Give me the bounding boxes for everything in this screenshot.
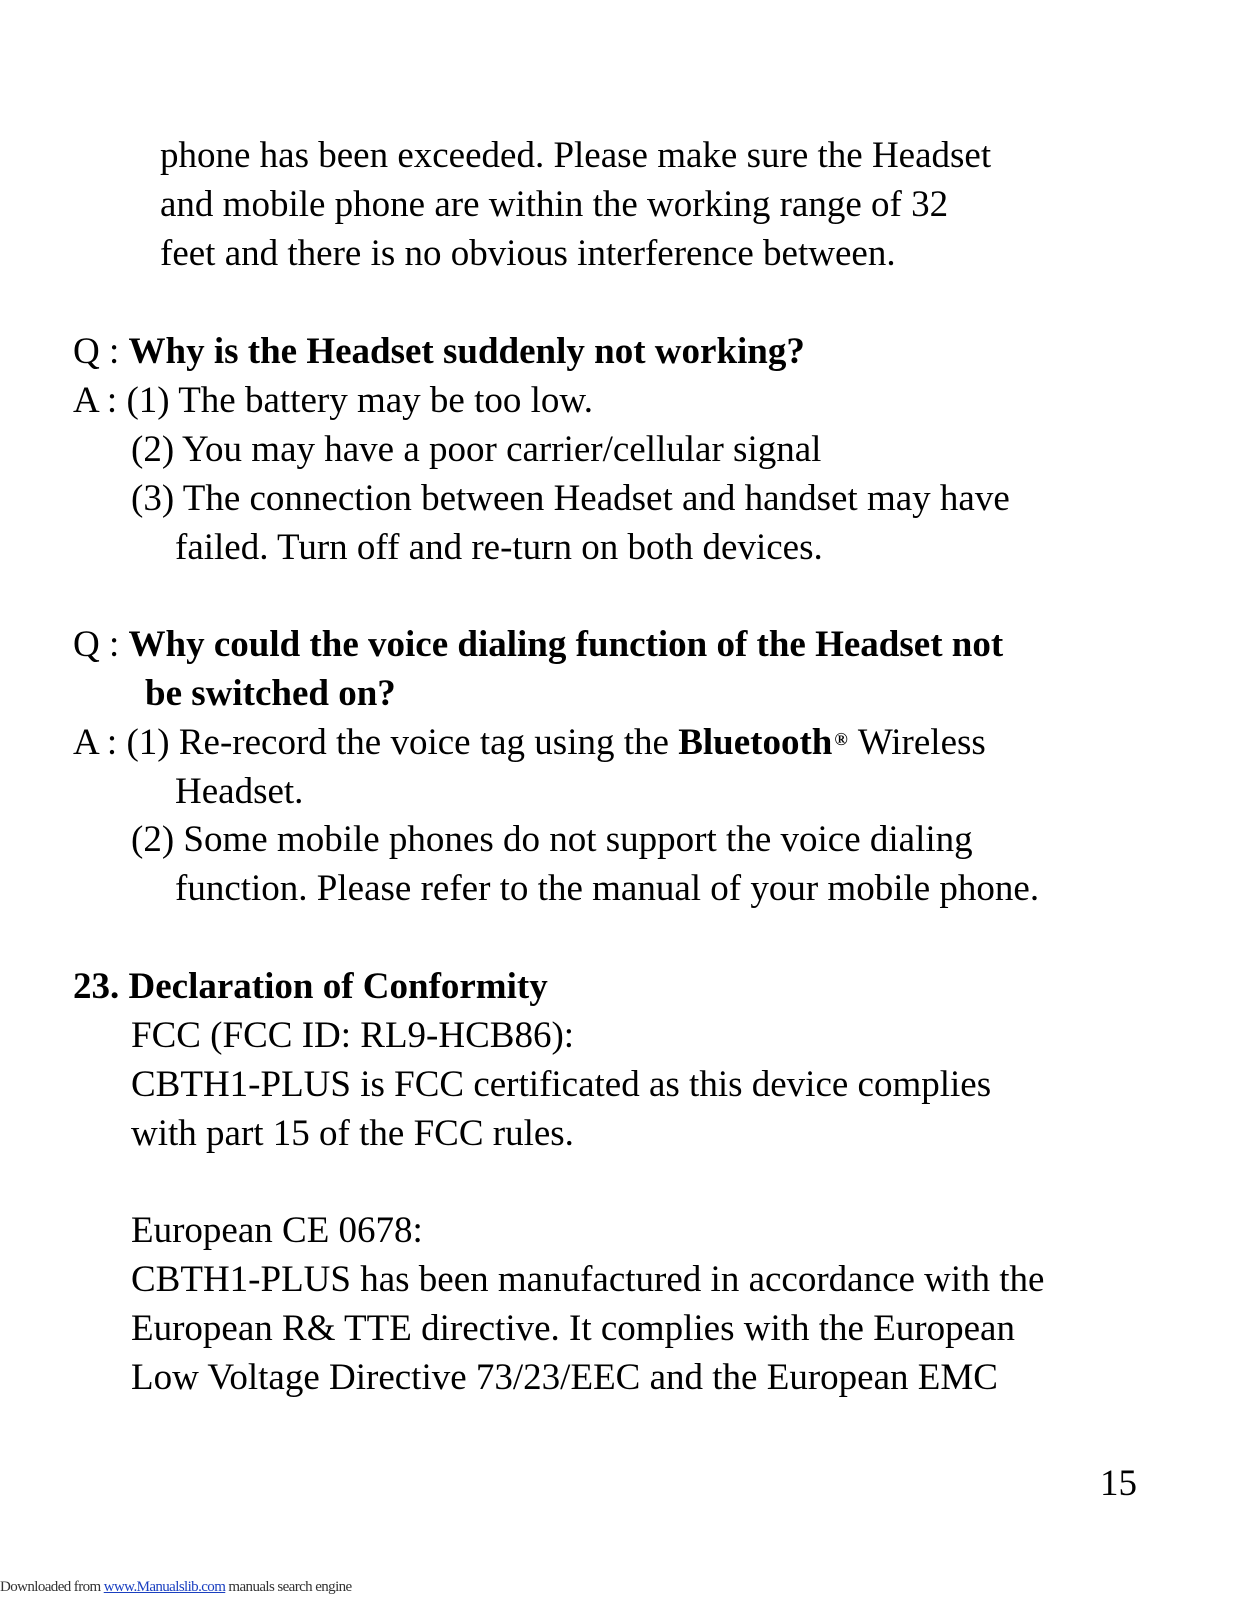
- faq1-question: Why is the Headset suddenly not working?: [128, 331, 805, 372]
- faq1-answer-3: (3) The connection between Headset and handset may have: [131, 478, 1010, 519]
- ce-heading-line: European CE 0678:: [131, 1210, 423, 1251]
- registered-mark: ®: [834, 729, 848, 749]
- faq1-q-prefix: Q :: [73, 331, 129, 372]
- faq1-question-line: [73, 330, 805, 374]
- faq2-answer-1-cont: Headset.: [175, 771, 304, 812]
- faq2-question-1: Why could the voice dialing function of the Headset not: [128, 624, 1004, 665]
- footer-prefix: Downloaded from: [0, 1579, 104, 1595]
- bluetooth-brand: Bluetooth: [678, 722, 833, 763]
- faq2-answer-2-cont: function. Please refer to the manual of your mobile phone.: [175, 868, 1040, 909]
- faq1-answer-1: (1) The battery may be too low.: [126, 380, 593, 421]
- intro-line-1: phone has been exceeded. Please make sure the Headset: [160, 135, 992, 176]
- faq2-answer-2: (2) Some mobile phones do not support the voice dialing: [131, 819, 973, 860]
- faq2-question-2: be switched on?: [145, 673, 396, 714]
- fcc-text-2: with part 15 of the FCC rules.: [131, 1113, 574, 1154]
- fcc-text-1: CBTH1-PLUS is FCC certificated as this device complies: [131, 1064, 992, 1105]
- page-number: 15: [1100, 1463, 1137, 1504]
- faq2-answer-line-1: [73, 721, 986, 765]
- faq2-answer-1-pre: (1) Re-record the voice tag using the: [126, 722, 679, 763]
- intro-line-2: and mobile phone are within the working range of 32: [160, 184, 949, 225]
- faq2-q-prefix: Q :: [73, 624, 129, 665]
- download-footer: [0, 1578, 352, 1596]
- fcc-id-line: FCC (FCC ID: RL9-HCB86):: [131, 1015, 575, 1056]
- faq1-answer-line-1: [73, 379, 593, 423]
- ce-text-1: CBTH1-PLUS has been manufactured in accordance with the: [131, 1259, 1045, 1300]
- footer-suffix: manuals search engine: [225, 1579, 352, 1595]
- faq2-question-line-1: [73, 623, 1003, 667]
- ce-text-3: Low Voltage Directive 73/23/EEC and the European EMC: [131, 1357, 998, 1398]
- faq1-a-prefix: A :: [73, 380, 127, 421]
- ce-text-2: European R& TTE directive. It complies with the European: [131, 1308, 1015, 1349]
- section-heading: 23. Declaration of Conformity: [73, 966, 548, 1007]
- faq2-a-prefix: A :: [73, 722, 127, 763]
- faq2-answer-1-post: Wireless: [857, 722, 986, 763]
- intro-line-3: feet and there is no obvious interference between.: [160, 233, 896, 274]
- faq1-answer-2: (2) You may have a poor carrier/cellular signal: [131, 429, 822, 470]
- manualslib-link[interactable]: www.Manualslib.com: [103, 1579, 226, 1595]
- faq1-answer-3-cont: failed. Turn off and re-turn on both devices.: [175, 527, 823, 568]
